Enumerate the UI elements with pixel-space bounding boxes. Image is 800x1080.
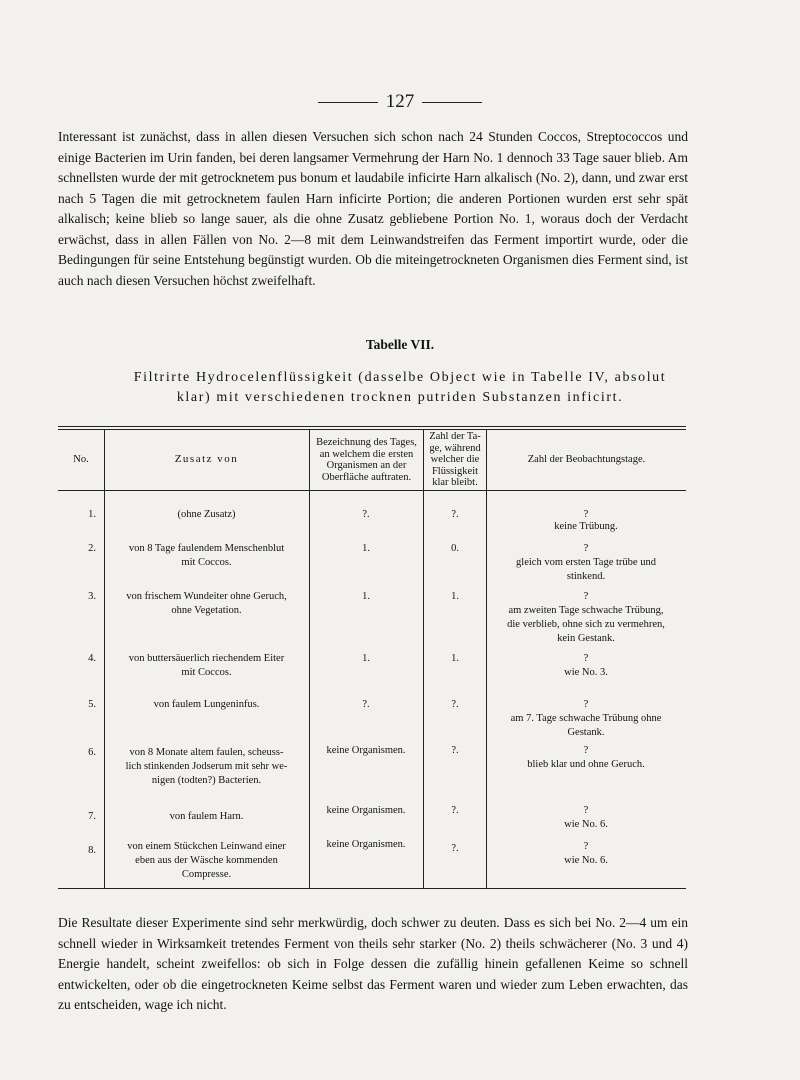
row-1-zahl: ?. [451, 509, 459, 520]
row-2-zusatz-line: von 8 Tage faulendem Menschenblut [128, 543, 285, 554]
row-6-no: 6. [88, 747, 96, 758]
row-8-beob-num: ? [583, 841, 589, 852]
table-bottom-rule [58, 888, 686, 889]
row-1-beob-num: ? [583, 509, 589, 520]
header-zahl-line: welcher die [430, 454, 480, 466]
table-caption [60, 368, 740, 408]
header-zahl-line: Zahl der Ta- [429, 431, 481, 443]
row-6-zusatz-line: lich stinkenden Jodserum mit sehr we- [125, 761, 288, 772]
page-number: 127 [385, 91, 415, 112]
row-3-zusatz-line: von frischem Wundeiter ohne Geruch, [126, 591, 287, 602]
row-8-beob-line: wie No. 6. [564, 855, 608, 866]
row-6-zusatz-line: von 8 Monate altem faulen, scheuss- [129, 747, 284, 758]
header-tag-line: an welchem die ersten [319, 448, 414, 460]
row-3-beob-num: ? [583, 591, 589, 602]
row-7-beob [486, 804, 686, 832]
row-5-beob [486, 698, 686, 740]
row-7-tag: keine Organismen. [326, 805, 406, 816]
row-6-beob [486, 744, 686, 772]
caption-line-1: Filtrirte Hydrocelenflüssigkeit (dasselbe Object wie in Tabelle IV, absolut [133, 370, 667, 385]
row-6-beob-num: ? [583, 745, 589, 756]
header-zahl-line: ge, während [429, 442, 481, 454]
row-3-beob-line: die verblieb, ohne sich zu vermehren, [507, 619, 665, 630]
row-2-tag: 1. [362, 543, 370, 554]
row-6-zusatz-line: nigen (todten?) Bacterien. [151, 775, 262, 786]
row-5-tag: ?. [362, 699, 370, 710]
caption-line-2: klar) mit verschiedenen trocknen putriden Substanzen inficirt. [176, 390, 624, 405]
row-8-zusatz-line: eben aus der Wäsche kommenden [135, 855, 278, 866]
row-7-beob-num: ? [583, 805, 589, 816]
row-5-zusatz: von faulem Lungeninfus. [153, 699, 260, 710]
row-6-zusatz [104, 746, 309, 788]
row-8-zahl: ?. [451, 843, 459, 854]
row-3-zahl: 1. [451, 591, 459, 602]
row-2-zusatz [104, 542, 309, 570]
row-3-beob-line: am zweiten Tage schwache Trübung, [508, 605, 664, 616]
row-4-beob-num: ? [583, 653, 589, 664]
row-2-beob-num: ? [583, 543, 589, 554]
table-top-rule [58, 426, 686, 427]
row-5-beob-num: ? [583, 699, 589, 710]
header-no: No. [73, 454, 89, 466]
row-4-no: 4. [88, 653, 96, 664]
row-4-tag: 1. [362, 653, 370, 664]
table-header-rule [58, 490, 686, 491]
row-7-beob-line: wie No. 6. [564, 819, 608, 830]
row-1-beob: keine Trübung. [554, 521, 618, 532]
header-beob: Zahl der Beobachtungstage. [527, 454, 646, 466]
row-7-zahl: ?. [451, 805, 459, 816]
row-2-beob-line: gleich vom ersten Tage trübe und [516, 557, 656, 568]
row-2-zusatz-line: mit Coccos. [181, 557, 232, 568]
row-7-no: 7. [88, 811, 96, 822]
row-8-zusatz-line: von einem Stückchen Leinwand einer [127, 841, 286, 852]
header-rule-left [318, 102, 378, 103]
row-7-zusatz: von faulem Harn. [169, 811, 244, 822]
row-5-beob-line: am 7. Tage schwache Trübung ohne [510, 713, 662, 724]
header-zahl [424, 430, 486, 490]
row-3-beob [486, 590, 686, 646]
header-zahl-line: Flüssigkeit [431, 465, 479, 477]
row-8-tag: keine Organismen. [326, 839, 406, 850]
row-8-zusatz-line: Compresse. [181, 869, 232, 880]
row-8-beob [486, 840, 686, 868]
paragraph-top: Interessant ist zunächst, dass in allen diesen Versuchen sich schon nach 24 Stunden Coccos, Streptococcos und einige Bacterien im Urin fanden, bei deren langsamer Vermehrung der Harn No. 1 dennoch 33 Tage sauer blieb. Am schnellsten wurde der mit getrocknetem pus bonum et laudabile inficirte Harn alkalisch (No. 2), dann, und zwar erst nach 5 Tagen die mit getrocknetem faulen Harn inficirte Portion; die anderen Portionen wurden erst sehr spät alkalisch; keine blieb so lange sauer, als die ohne Zusatz gebliebene Portion No. 1, woraus doch der Verdacht erwächst, dass in allen Fällen von No. 2—8 mit dem Leinwandstreifen das Ferment importirt wurde, oder die Bedingungen für seine Entstehung begünstigt wurden. Ob die miteingetrockneten Organismen dies Ferment sind, ist auch nach diesen Versuchen höchst zweifelhaft. [58, 129, 688, 288]
row-8-no: 8. [88, 845, 96, 856]
row-3-tag: 1. [362, 591, 370, 602]
row-2-beob [486, 542, 686, 584]
header-rule-right [422, 102, 482, 103]
page-header [0, 90, 800, 114]
row-4-beob-line: wie No. 3. [564, 667, 608, 678]
row-4-zusatz-line: mit Coccos. [181, 667, 232, 678]
row-6-beob-line: blieb klar und ohne Geruch. [527, 759, 645, 770]
row-4-zahl: 1. [451, 653, 459, 664]
paragraph-bottom: Die Resultate dieser Experimente sind sehr merkwürdig, doch schwer zu deuten. Dass es sich bei No. 2—4 um ein schnell wieder in Wirksamkeit tretendes Ferment von theils sehr starker (No. 2) theils schwächerer (No. 3 und 4) Energie handelt, scheint zweifellos: ob sich in Folge dessen die zufällig hinein gefallenen Keime so schnell entwickelten, oder ob die eingetrockneten Keime selbst das Ferment waren und wieder zum Leben erwachten, das zu entscheiden, wage ich nicht. [58, 915, 688, 1012]
row-1-zusatz: (ohne Zusatz) [177, 509, 236, 520]
row-5-no: 5. [88, 699, 96, 710]
header-tag [310, 430, 423, 490]
row-4-zusatz [104, 652, 309, 680]
row-2-zahl: 0. [451, 543, 459, 554]
row-3-beob-line: kein Gestank. [557, 633, 615, 644]
row-1-tag: ?. [362, 509, 370, 520]
header-tag-line: Organismen an der [326, 460, 407, 471]
row-2-beob-line: stinkend. [566, 571, 606, 582]
row-8-zusatz [104, 840, 309, 882]
row-2-no: 2. [88, 543, 96, 554]
header-zusatz: Zusatz von [174, 453, 239, 466]
row-3-zusatz-line: ohne Vegetation. [171, 605, 242, 616]
row-4-beob [486, 652, 686, 680]
row-5-zahl: ?. [451, 699, 459, 710]
header-tag-line: Bezeichnung des Tages, [316, 437, 417, 448]
header-zahl-line: klar bleibt. [432, 477, 478, 489]
row-6-zahl: ?. [451, 745, 459, 756]
row-5-beob-line: Gestank. [567, 727, 605, 738]
table-title: Tabelle VII. [365, 337, 435, 352]
row-3-no: 3. [88, 591, 96, 602]
row-1-no: 1. [88, 509, 96, 520]
row-4-zusatz-line: von buttersäuerlich riechendem Eiter [128, 653, 285, 664]
row-6-tag: keine Organismen. [326, 745, 406, 756]
header-tag-line: Oberfläche auftraten. [321, 471, 412, 483]
row-3-zusatz [104, 590, 309, 618]
